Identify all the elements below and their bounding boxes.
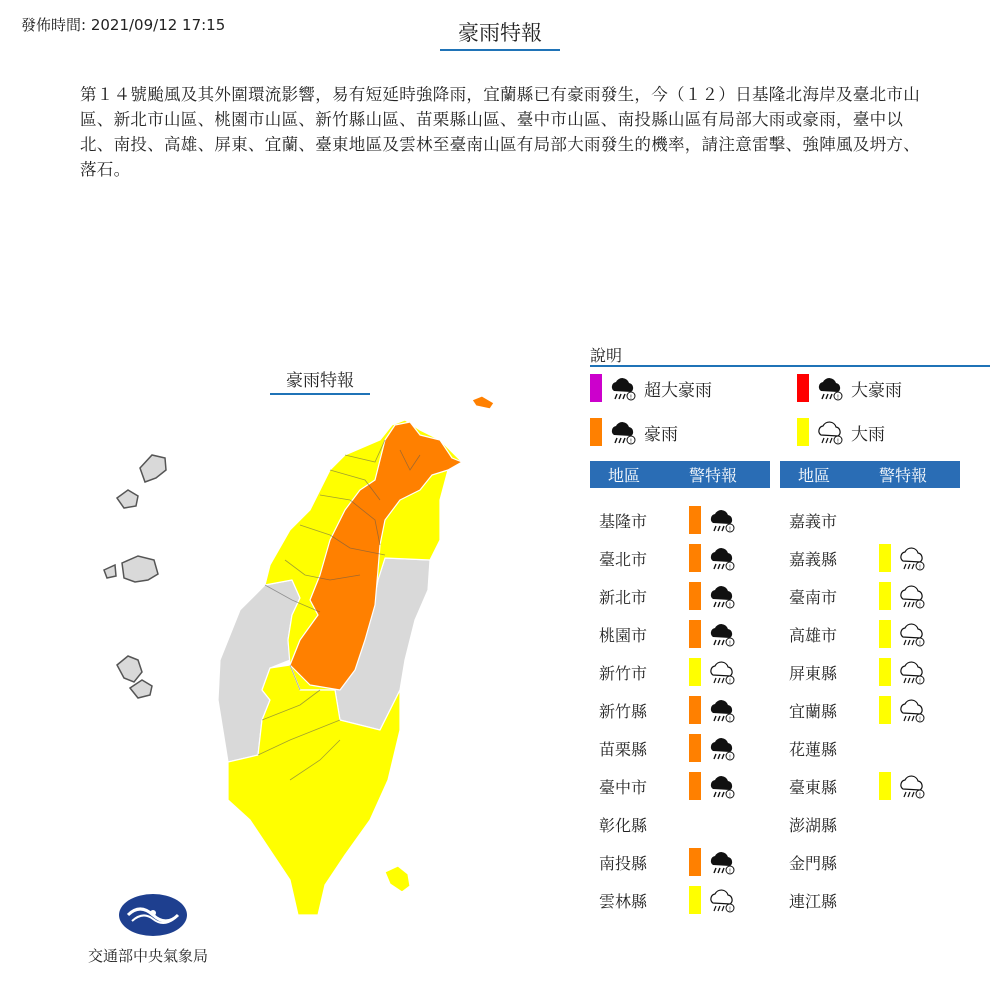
warning-row — [789, 847, 959, 877]
svg-text:!: ! — [728, 792, 732, 799]
warning-swatch — [879, 658, 891, 686]
warning-cell — [879, 657, 927, 687]
svg-text:!: ! — [728, 754, 732, 761]
heavy-rain-icon — [897, 771, 927, 801]
warning-swatch — [689, 506, 701, 534]
svg-text:!: ! — [728, 678, 732, 685]
page-title: 豪雨特報 — [440, 17, 560, 51]
warning-swatch — [879, 620, 891, 648]
warning-row — [789, 695, 959, 725]
warning-swatch — [689, 658, 701, 686]
region-name: 基隆市 — [599, 511, 648, 531]
warning-swatch — [689, 620, 701, 648]
heavy-rain-icon — [897, 581, 927, 611]
warning-swatch — [689, 582, 701, 610]
region-name: 金門縣 — [789, 853, 838, 873]
region-name: 嘉義縣 — [789, 549, 838, 569]
svg-text:!: ! — [918, 792, 922, 799]
region-name: 新北市 — [599, 587, 648, 607]
warning-swatch — [689, 886, 701, 914]
heavy-rain-icon — [707, 657, 737, 687]
warning-row — [599, 885, 769, 915]
table-header-left — [590, 461, 770, 488]
warning-row — [599, 619, 769, 649]
legend-label: 超大豪雨 — [644, 380, 712, 401]
heavy-rain-icon — [897, 619, 927, 649]
agency-name: 交通部中央氣象局 — [88, 947, 209, 965]
svg-text:!: ! — [918, 602, 922, 609]
region-name: 高雄市 — [789, 625, 838, 645]
torrential-rain-icon — [707, 733, 737, 763]
region-name: 宜蘭縣 — [789, 701, 838, 721]
map-island-penghu-b — [122, 556, 158, 582]
heavy-rain-icon — [815, 417, 845, 447]
legend-label: 豪雨 — [644, 424, 678, 445]
column-header-region: 地區 — [798, 466, 831, 485]
warning-cell — [879, 695, 927, 725]
region-name: 屏東縣 — [789, 663, 838, 683]
svg-text:!: ! — [918, 678, 922, 685]
svg-text:!: ! — [918, 564, 922, 571]
extremely-heavy-rain-icon — [815, 373, 845, 403]
warning-row — [789, 505, 959, 535]
region-name: 澎湖縣 — [789, 815, 838, 835]
torrential-rain-icon — [707, 847, 737, 877]
warning-swatch — [689, 772, 701, 800]
map-island-matsu-b — [130, 680, 152, 698]
warning-cell — [689, 657, 737, 687]
map-region-orchid-island — [385, 866, 410, 892]
warning-swatch — [689, 734, 701, 762]
map-island-matsu-a — [117, 656, 142, 682]
svg-text:!: ! — [629, 394, 633, 401]
region-name: 嘉義市 — [789, 511, 838, 531]
warning-cell — [689, 885, 737, 915]
warning-swatch — [689, 696, 701, 724]
torrential-rain-icon — [707, 619, 737, 649]
warning-row — [789, 619, 959, 649]
svg-text:!: ! — [836, 394, 840, 401]
torrential-rain-icon — [707, 543, 737, 573]
warning-row — [599, 657, 769, 687]
torrential-rain-icon — [707, 505, 737, 535]
region-name: 雲林縣 — [599, 891, 648, 911]
warning-cell — [689, 581, 737, 611]
warning-cell — [879, 619, 927, 649]
svg-text:!: ! — [728, 564, 732, 571]
region-name: 臺南市 — [789, 587, 838, 607]
warning-row — [599, 505, 769, 535]
svg-text:!: ! — [629, 438, 633, 445]
legend-divider — [590, 365, 990, 367]
heavy-rain-icon — [897, 657, 927, 687]
warning-cell — [879, 543, 927, 573]
region-name: 臺東縣 — [789, 777, 838, 797]
warning-cell — [689, 695, 737, 725]
warning-row — [789, 771, 959, 801]
column-header-warning: 警特報 — [879, 466, 928, 485]
legend-item-extremely-heavy — [797, 373, 902, 403]
torrential-rain-icon — [608, 417, 638, 447]
region-name: 桃園市 — [599, 625, 648, 645]
svg-text:!: ! — [728, 868, 732, 875]
warning-swatch — [879, 772, 891, 800]
warning-row — [599, 771, 769, 801]
legend-label: 大雨 — [851, 424, 885, 445]
torrential-rain-icon — [707, 581, 737, 611]
table-header-right — [780, 461, 960, 488]
region-name: 南投縣 — [599, 853, 648, 873]
svg-text:!: ! — [728, 602, 732, 609]
region-name: 臺北市 — [599, 549, 648, 569]
warning-cell — [689, 543, 737, 573]
warning-row — [599, 581, 769, 611]
warning-cell — [879, 771, 927, 801]
warning-row — [599, 847, 769, 877]
warning-row — [599, 543, 769, 573]
legend-swatch — [590, 418, 602, 446]
warning-row — [599, 809, 769, 839]
heavy-rain-icon — [897, 543, 927, 573]
svg-text:!: ! — [728, 526, 732, 533]
warning-cell — [689, 847, 737, 877]
torrential-rain-icon — [707, 771, 737, 801]
column-header-region: 地區 — [608, 466, 641, 485]
warning-swatch — [689, 848, 701, 876]
warning-cell — [689, 771, 737, 801]
warning-swatch — [879, 582, 891, 610]
warning-row — [599, 695, 769, 725]
warning-cell — [879, 581, 927, 611]
warning-row — [789, 581, 959, 611]
svg-text:!: ! — [918, 716, 922, 723]
torrential-rain-icon — [707, 695, 737, 725]
warning-row — [789, 657, 959, 687]
warning-row — [789, 885, 959, 915]
region-name: 新竹市 — [599, 663, 648, 683]
region-name: 新竹縣 — [599, 701, 648, 721]
region-name: 彰化縣 — [599, 815, 648, 835]
column-header-warning: 警特報 — [689, 466, 738, 485]
legend-title: 說明 — [590, 346, 623, 365]
warning-swatch — [879, 544, 891, 572]
warning-cell — [689, 619, 737, 649]
warning-swatch — [689, 544, 701, 572]
svg-text:!: ! — [728, 906, 732, 913]
warning-row — [789, 809, 959, 839]
extreme-torrential-rain-icon — [608, 373, 638, 403]
warning-row — [789, 733, 959, 763]
legend-swatch — [797, 374, 809, 402]
legend-item-heavy — [797, 417, 885, 447]
svg-text:!: ! — [728, 716, 732, 723]
map-region-islet — [472, 396, 494, 409]
legend-swatch — [590, 374, 602, 402]
bulletin-text: 第１４號颱風及其外圍環流影響，易有短延時強降雨，宜蘭縣已有豪雨發生，今（１２）日基隆北海岸及臺北市山區、新北市山區、桃園市山區、新竹縣山區、苗栗縣山區、臺中市山區、南投縣山區有局部大雨或豪雨，臺中以北、南投、高雄、屏東、宜蘭、臺東地區及雲林至臺南山區有局部大雨發生的機率，請注意雷擊、強陣風及坍方、落石。 — [80, 85, 920, 179]
map-island-kinmen-a — [140, 455, 166, 482]
legend-label: 大豪雨 — [851, 380, 902, 401]
region-name: 連江縣 — [789, 891, 838, 911]
cwb-logo-icon — [118, 893, 188, 937]
warning-cell — [689, 733, 737, 763]
map-island-kinmen-b — [117, 490, 138, 508]
svg-text:!: ! — [728, 640, 732, 647]
svg-text:!: ! — [918, 640, 922, 647]
warning-row — [789, 543, 959, 573]
svg-text:!: ! — [836, 438, 840, 445]
warning-row — [599, 733, 769, 763]
region-name: 臺中市 — [599, 777, 648, 797]
heavy-rain-icon — [707, 885, 737, 915]
legend-item-extreme-torrential — [590, 373, 712, 403]
warning-swatch — [879, 696, 891, 724]
map-island-penghu-a — [104, 565, 116, 578]
issued-time: 發佈時間: 2021/09/12 17:15 — [21, 16, 226, 34]
legend-swatch — [797, 418, 809, 446]
legend-item-torrential — [590, 417, 678, 447]
heavy-rain-icon — [897, 695, 927, 725]
warning-cell — [689, 505, 737, 535]
region-name: 苗栗縣 — [599, 739, 648, 759]
region-name: 花蓮縣 — [789, 739, 838, 759]
map-title: 豪雨特報 — [270, 366, 370, 395]
